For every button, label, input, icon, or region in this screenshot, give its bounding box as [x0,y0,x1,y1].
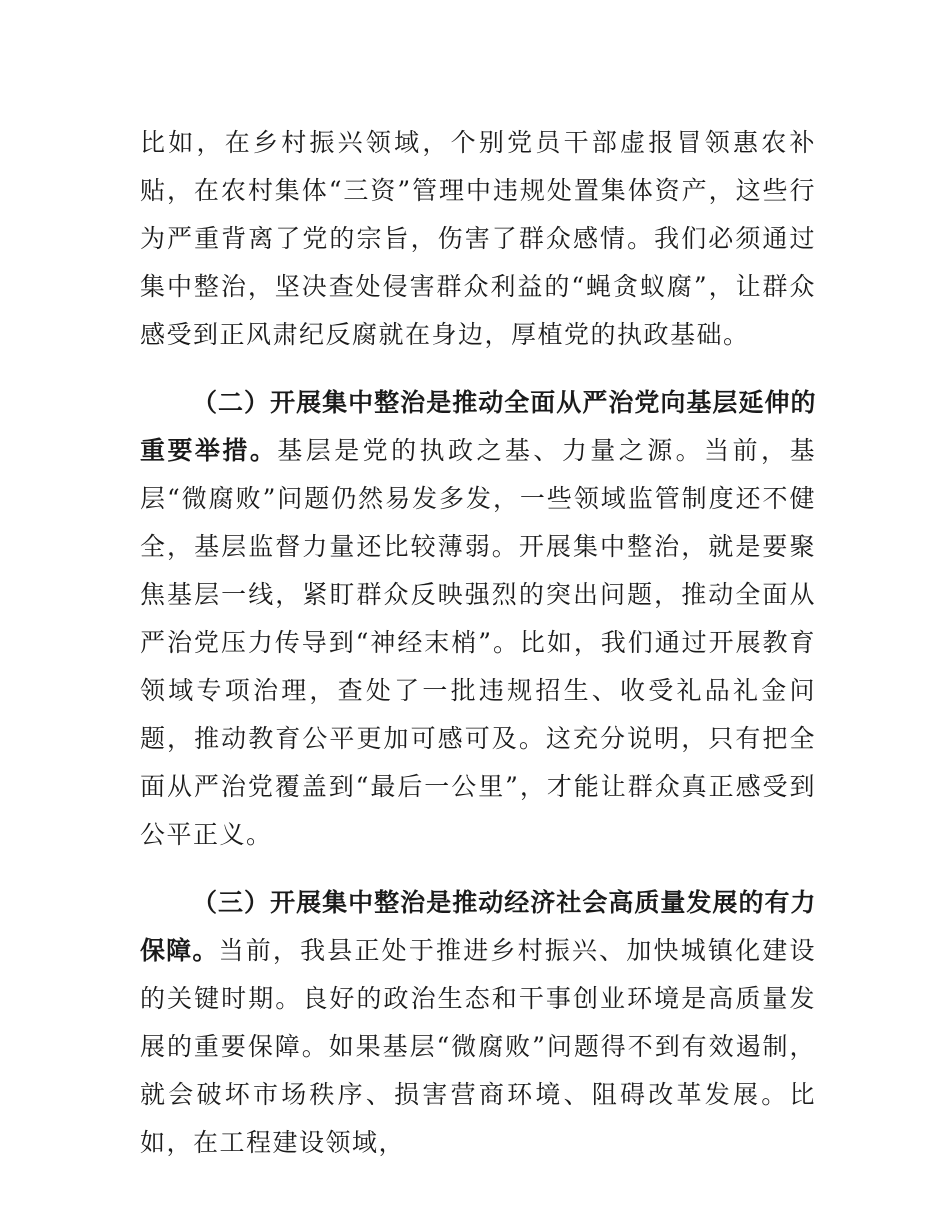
paragraph-2 [140,379,816,859]
section-3-heading: （三）开展集中整治是推动经济社会高质量发展的有力保障。 [140,888,816,965]
paragraph-3-text: 当前，我县正处于推进乡村振兴、加快城镇化建设的关键时期。良好的政治生态和干事创业环境是高质量发展的重要保障。如果基层“微腐败”问题得不到有效遏制，就会破坏市场秩序、损害营商环境、阻碍改革发展。比如，在工程建设领域， [140,936,816,1157]
paragraph-1 [140,119,816,359]
paragraph-2-text: 基层是党的执政之基、力量之源。当前，基层“微腐败”问题仍然易发多发，一些领域监管制度还不健全，基层监督力量还比较薄弱。开展集中整治，就是要聚焦基层一线，紧盯群众反映强烈的突出问题，推动全面从严治党压力传导到“神经末梢”。比如，我们通过开展教育领域专项治理，查处了一批违规招生、收受礼品礼金问题，推动教育公平更加可感可及。这充分说明，只有把全面从严治党覆盖到“最后一公里”，才能让群众真正感受到公平正义。 [140,436,816,849]
section-2-heading: （二）开展集中整治是推动全面从严治党向基层延伸的重要举措。 [140,388,816,465]
paragraph-1-text: 比如，在乡村振兴领域，个别党员干部虚报冒领惠农补贴，在农村集体“三资”管理中违规处置集体资产，这些行为严重背离了党的宗旨，伤害了群众感情。我们必须通过集中整治，坚决查处侵害群众利益的“蝇贪蚁腐”，让群众感受到正风肃纪反腐就在身边，厚植党的执政基础。 [140,128,816,349]
document-body [140,119,816,1187]
paragraph-3 [140,879,816,1167]
